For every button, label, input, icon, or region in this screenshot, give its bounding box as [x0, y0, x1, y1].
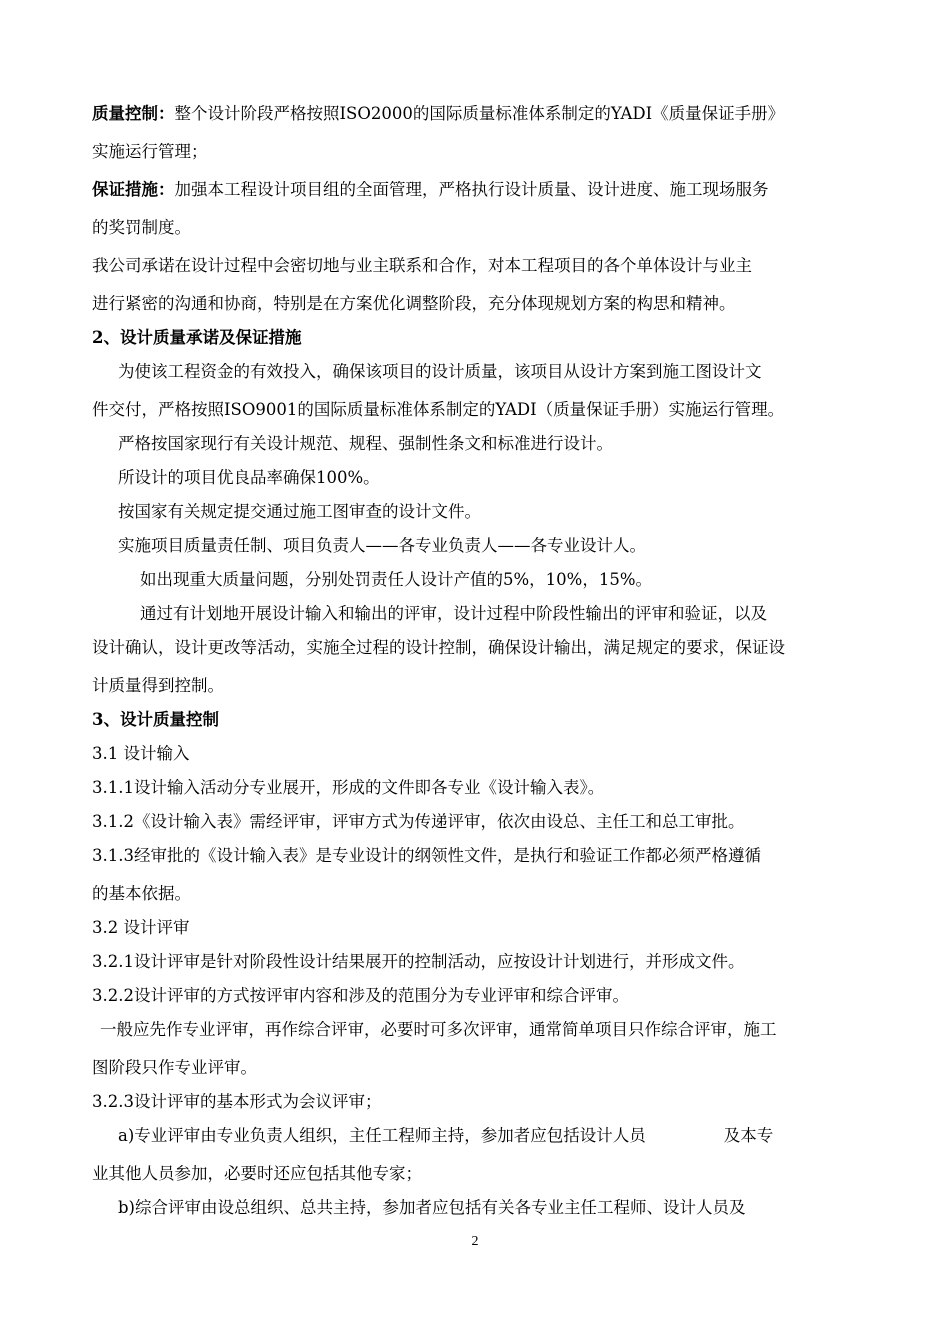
text-line: 的基本依据。 [92, 884, 191, 903]
label-guarantee-measures: 保证措施： [92, 180, 175, 199]
paragraph-item-a [118, 1124, 872, 1150]
text-line: 所设计的项目优良品率确保100%。 [118, 468, 380, 487]
label-quality-control: 质量控制： [92, 104, 175, 123]
text-line: 如出现重大质量问题，分别处罚责任人设计产值的5%，10%，15%。 [140, 570, 653, 589]
paragraph-guarantee-measures [92, 178, 872, 204]
text-line: 设计确认，设计更改等活动，实施全过程的设计控制，确保设计输出，满足规定的要求，保证设 [92, 638, 785, 657]
text-line: 实施运行管理； [92, 142, 208, 161]
text-line: 通过有计划地开展设计输入和输出的评审，设计过程中阶段性输出的评审和验证，以及 [140, 604, 767, 623]
text-line: 严格按国家现行有关设计规范、规程、强制性条文和标准进行设计。 [118, 434, 613, 453]
text-line: 3.1.2《设计输入表》需经评审，评审方式为传递评审，依次由设总、主任工和总工审批。 [92, 812, 745, 831]
text-line: 计质量得到控制。 [92, 676, 224, 695]
text-line: 件交付，严格按照ISO9001的国际质量标准体系制定的YADI（质量保证手册）实施运行管理。 [92, 400, 785, 419]
heading-section-2: 2、设计质量承诺及保证措施 [92, 328, 302, 347]
paragraph-quality-control [92, 102, 872, 128]
text-line: 图阶段只作专业评审。 [92, 1058, 257, 1077]
text-line: 业其他人员参加，必要时还应包括其他专家； [92, 1164, 422, 1183]
text-line: 的奖罚制度。 [92, 218, 191, 237]
text-line: 进行紧密的沟通和协商，特别是在方案优化调整阶段，充分体现规划方案的构思和精神。 [92, 294, 736, 313]
heading-section-3: 3、设计质量控制 [92, 710, 219, 729]
text-line: 为使该工程资金的有效投入，确保该项目的设计质量，该项目从设计方案到施工图设计文 [118, 362, 762, 381]
page-number: 2 [471, 1234, 479, 1249]
text-line: 3.1.1设计输入活动分专业展开，形成的文件即各专业《设计输入表》。 [92, 778, 605, 797]
text-item-a-tail: 及本专 [723, 1126, 774, 1145]
text-line: 按国家有关规定提交通过施工图审查的设计文件。 [118, 502, 481, 521]
text-line: 3.2.1设计评审是针对阶段性设计结果展开的控制活动，应按设计计划进行，并形成文件。 [92, 952, 745, 971]
text-quality-control: 整个设计阶段严格按照ISO2000的国际质量标准体系制定的YADI《质量保证手册》 [174, 104, 785, 123]
text-line: 实施项目质量责任制、项目负责人——各专业负责人——各专业设计人。 [118, 536, 646, 555]
text-line: b)综合评审由设总组织、总共主持，参加者应包括有关各专业主任工程师、设计人员及 [118, 1198, 746, 1217]
text-line: 3.1.3经审批的《设计输入表》是专业设计的纲领性文件，是执行和验证工作都必须严格遵循 [92, 846, 761, 865]
text-guarantee-measures: 加强本工程设计项目组的全面管理，严格执行设计质量、设计进度、施工现场服务 [174, 180, 769, 199]
text-line: 3.2.2设计评审的方式按评审内容和涉及的范围分为专业评审和综合评审。 [92, 986, 629, 1005]
text-line: 我公司承诺在设计过程中会密切地与业主联系和合作，对本工程项目的各个单体设计与业主 [92, 256, 752, 275]
heading-3-2: 3.2 设计评审 [92, 918, 190, 937]
text-line: 3.2.3设计评审的基本形式为会议评审； [92, 1092, 382, 1111]
text-line: 一般应先作专业评审，再作综合评审，必要时可多次评审，通常简单项目只作综合评审，施工 [100, 1020, 777, 1039]
heading-3-1: 3.1 设计输入 [92, 744, 190, 763]
text-item-a: a)专业评审由专业负责人组织，主任工程师主持，参加者应包括设计人员 [118, 1126, 646, 1145]
